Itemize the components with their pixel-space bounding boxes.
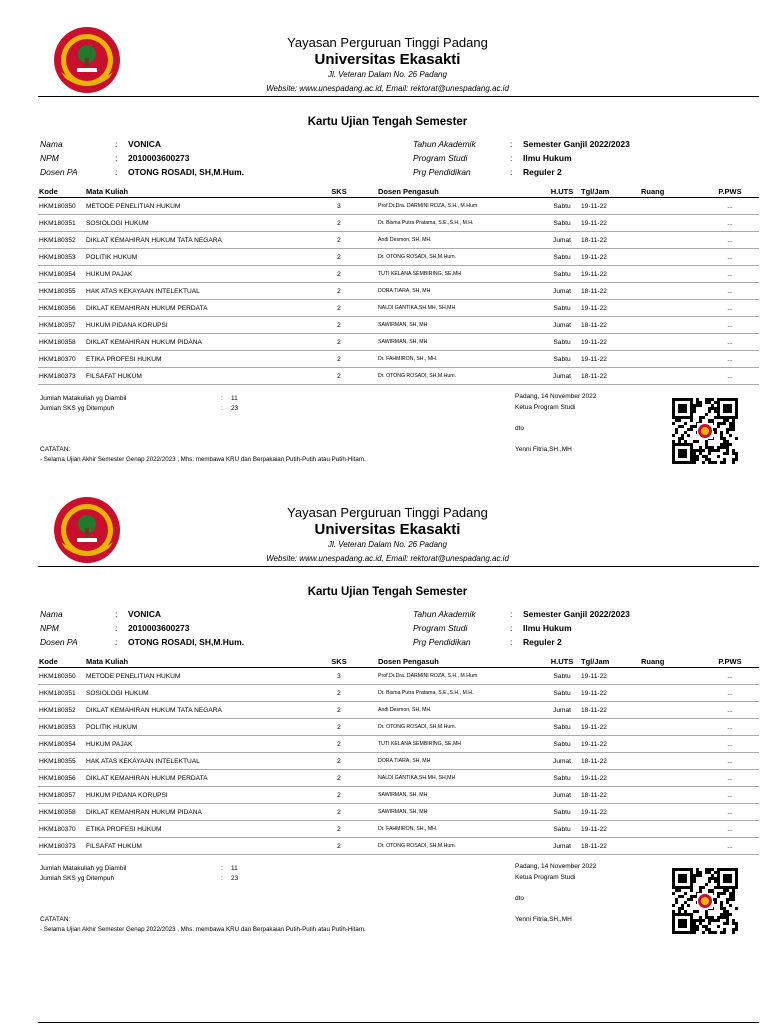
table-cell: ...	[700, 787, 759, 804]
total-courses-label: Jumlah Matakuliah yg Diambil	[40, 865, 127, 872]
nama-value: VONICA	[128, 139, 162, 149]
table-cell: HUKUM PIDANA KORUPSI	[85, 787, 300, 804]
total-sks-colon: :	[221, 875, 223, 882]
total-courses-label: Jumlah Matakuliah yg Diambil	[40, 395, 127, 402]
table-cell: Sabtu	[543, 334, 580, 351]
table-cell: ...	[700, 249, 759, 266]
table-cell: Jumat	[543, 283, 580, 300]
table-cell: HKM180352	[38, 232, 85, 249]
dosen-pa-label: Dosen PA	[40, 167, 78, 177]
table-row	[38, 300, 759, 317]
card-title: Kartu Ujian Tengah Semester	[307, 586, 468, 598]
table-cell: Prof.Dr.Dra. DARMINI ROZA, S.H., M.Hum	[377, 198, 543, 215]
table-cell: SOSIOLOGI HUKUM	[85, 685, 300, 702]
table-cell: HKM180350	[38, 198, 85, 215]
table-cell: Sabtu	[543, 719, 580, 736]
table-cell: 18-11-22	[580, 787, 640, 804]
signature-dto: dto	[515, 425, 525, 432]
table-row	[38, 198, 759, 215]
column-header: P.PWS	[700, 185, 759, 198]
table-cell: METODE PENELITIAN HUKUM	[85, 198, 300, 215]
table-cell: 18-11-22	[580, 232, 640, 249]
table-row	[38, 821, 759, 838]
table-cell: 2	[300, 300, 377, 317]
table-cell: 2	[300, 685, 377, 702]
table-cell	[640, 838, 700, 855]
signature-name: Yenni Fitria,SH.,MH	[515, 916, 572, 923]
table-row	[38, 787, 759, 804]
table-cell: 18-11-22	[580, 317, 640, 334]
table-cell: SAWIRMAN, SH, MH	[377, 787, 543, 804]
total-sks-value: 23	[231, 875, 239, 882]
table-cell	[640, 283, 700, 300]
table-row	[38, 334, 759, 351]
column-header: Mata Kuliah	[85, 655, 300, 668]
column-header: SKS	[300, 655, 377, 668]
signature-dto: dto	[515, 895, 525, 902]
table-cell: HKM180358	[38, 334, 85, 351]
table-cell	[640, 334, 700, 351]
table-cell: 2	[300, 232, 377, 249]
table-cell: HKM180351	[38, 685, 85, 702]
table-cell	[640, 317, 700, 334]
table-cell	[640, 719, 700, 736]
university-contact: Website: www.unespadang.ac.id, Email: rektorat@unespadang.ac.id	[266, 554, 509, 563]
table-cell: ...	[700, 821, 759, 838]
university-name: Universitas Ekasakti	[314, 521, 461, 538]
card-title: Kartu Ujian Tengah Semester	[307, 116, 468, 128]
table-cell: Jumat	[543, 317, 580, 334]
table-cell: ...	[700, 753, 759, 770]
table-cell: Dr. OTONG ROSADI, SH,M.Hum.	[377, 368, 543, 385]
table-cell: HKM180373	[38, 368, 85, 385]
table-cell: HKM180370	[38, 351, 85, 368]
table-cell: DIKLAT KEMAHIRAN HUKUM TATA NEGARA	[85, 702, 300, 719]
table-cell: ...	[700, 685, 759, 702]
table-cell	[640, 300, 700, 317]
table-cell: 19-11-22	[580, 668, 640, 685]
table-row	[38, 702, 759, 719]
table-cell: HAK ATAS KEKAYAAN INTELEKTUAL	[85, 283, 300, 300]
nama-label: Nama	[40, 609, 63, 619]
table-row	[38, 753, 759, 770]
dosen-pa-value: OTONG ROSADI, SH,M.Hum.	[128, 637, 245, 647]
dosen-pa-colon: :	[115, 637, 118, 647]
table-cell: 19-11-22	[580, 300, 640, 317]
table-row	[38, 368, 759, 385]
table-cell: HKM180354	[38, 736, 85, 753]
table-header-row	[38, 185, 759, 198]
table-row	[38, 685, 759, 702]
column-header: Tgl/Jam	[580, 185, 640, 198]
table-row	[38, 266, 759, 283]
table-cell: DIKLAT KEMAHIRAN HUKUM PIDANA	[85, 804, 300, 821]
table-cell: NALDI GANTIKA,SH.MH, SH,MH	[377, 770, 543, 787]
prg-value: Reguler 2	[523, 637, 562, 647]
prodi-colon: :	[510, 153, 513, 163]
table-cell: Sabtu	[543, 685, 580, 702]
table-cell: DIKLAT KEMAHIRAN HUKUM PERDATA	[85, 300, 300, 317]
table-cell: 2	[300, 283, 377, 300]
table-cell	[640, 685, 700, 702]
table-cell: Dr. OTONG ROSADI, SH,M.Hum.	[377, 719, 543, 736]
npm-label: NPM	[40, 623, 59, 633]
table-cell: 19-11-22	[580, 719, 640, 736]
table-cell: Sabtu	[543, 300, 580, 317]
table-cell: ...	[700, 300, 759, 317]
university-name: Universitas Ekasakti	[314, 51, 461, 68]
table-cell: ...	[700, 770, 759, 787]
column-header: Dosen Pengasuh	[377, 655, 543, 668]
table-cell: ...	[700, 736, 759, 753]
table-cell: TUTI KELANA SEMBIRING, SE,MH	[377, 736, 543, 753]
university-contact: Website: www.unespadang.ac.id, Email: rektorat@unespadang.ac.id	[266, 84, 509, 93]
table-cell: 18-11-22	[580, 753, 640, 770]
table-row	[38, 804, 759, 821]
prg-colon: :	[510, 637, 513, 647]
table-cell: ...	[700, 838, 759, 855]
table-row	[38, 283, 759, 300]
table-cell: Sabtu	[543, 351, 580, 368]
table-cell: 19-11-22	[580, 685, 640, 702]
dosen-pa-value: OTONG ROSADI, SH,M.Hum.	[128, 167, 245, 177]
total-courses-value: 11	[231, 395, 238, 402]
table-row	[38, 215, 759, 232]
tahun-value: Semester Ganjil 2022/2023	[523, 609, 630, 619]
column-header: Kode	[38, 185, 85, 198]
table-cell: DORA TIARA, SH, MH	[377, 283, 543, 300]
prodi-colon: :	[510, 623, 513, 633]
table-cell: HKM180373	[38, 838, 85, 855]
table-cell: HKM180354	[38, 266, 85, 283]
table-row	[38, 770, 759, 787]
npm-colon: :	[115, 623, 118, 633]
table-cell	[640, 821, 700, 838]
table-cell: 2	[300, 334, 377, 351]
table-cell	[640, 198, 700, 215]
table-cell: 2	[300, 736, 377, 753]
table-body	[38, 198, 759, 385]
table-cell: HKM180356	[38, 770, 85, 787]
course-table	[38, 655, 759, 855]
table-cell: 19-11-22	[580, 804, 640, 821]
table-cell: HKM180357	[38, 787, 85, 804]
table-cell: Dr. Bisma Putra Pratama, S.E.,S.H., M.H.	[377, 685, 543, 702]
table-cell: Dr. OTONG ROSADI, SH,M.Hum.	[377, 838, 543, 855]
dosen-pa-label: Dosen PA	[40, 637, 78, 647]
table-row	[38, 736, 759, 753]
table-body	[38, 668, 759, 855]
table-cell: HKM180356	[38, 300, 85, 317]
table-cell: ...	[700, 283, 759, 300]
table-cell: 19-11-22	[580, 821, 640, 838]
table-cell	[640, 351, 700, 368]
table-cell: Jumat	[543, 753, 580, 770]
nama-colon: :	[115, 609, 118, 619]
university-address: Jl. Veteran Dalam No. 26 Padang	[328, 70, 447, 79]
table-cell: HKM180353	[38, 719, 85, 736]
table-cell: ...	[700, 668, 759, 685]
table-cell: HKM180352	[38, 702, 85, 719]
table-row	[38, 317, 759, 334]
table-cell: Jumat	[543, 232, 580, 249]
table-cell: HUKUM PAJAK	[85, 266, 300, 283]
page-bottom-line	[38, 1022, 759, 1023]
table-cell: HKM180357	[38, 317, 85, 334]
table-cell: 19-11-22	[580, 198, 640, 215]
table-cell: SAWIRMAN, SH, MH	[377, 334, 543, 351]
table-cell: Dr. FAHMIRON, SH., MH.	[377, 351, 543, 368]
column-header: SKS	[300, 185, 377, 198]
total-sks-label: Jumlah SKS yg Ditempuh	[40, 405, 115, 412]
table-cell	[640, 249, 700, 266]
tahun-colon: :	[510, 139, 513, 149]
column-header: Ruang	[640, 655, 700, 668]
qr-code-icon	[672, 868, 738, 934]
column-header: Dosen Pengasuh	[377, 185, 543, 198]
signature-position: Ketua Program Studi	[515, 404, 576, 411]
table-cell: 2	[300, 215, 377, 232]
table-cell	[640, 266, 700, 283]
column-header: H.UTS	[543, 185, 580, 198]
table-cell: Dr. FAHMIRON, SH., MH.	[377, 821, 543, 838]
table-cell: Andi Desmon, SH, MH.	[377, 232, 543, 249]
prodi-label: Program Studi	[413, 623, 468, 633]
table-cell: 2	[300, 368, 377, 385]
table-cell: Sabtu	[543, 215, 580, 232]
table-cell: Jumat	[543, 838, 580, 855]
table-cell	[640, 736, 700, 753]
table-cell: 18-11-22	[580, 283, 640, 300]
table-cell: Sabtu	[543, 266, 580, 283]
table-cell	[640, 770, 700, 787]
npm-colon: :	[115, 153, 118, 163]
table-cell: TUTI KELANA SEMBIRING, SE,MH	[377, 266, 543, 283]
table-cell: 2	[300, 838, 377, 855]
table-cell: SAWIRMAN, SH, MH	[377, 317, 543, 334]
table-cell	[640, 804, 700, 821]
table-cell: 19-11-22	[580, 249, 640, 266]
total-sks-label: Jumlah SKS yg Ditempuh	[40, 875, 115, 882]
total-courses-colon: :	[221, 865, 223, 872]
table-cell: ...	[700, 804, 759, 821]
table-cell: HUKUM PIDANA KORUPSI	[85, 317, 300, 334]
table-cell: ...	[700, 719, 759, 736]
table-row	[38, 351, 759, 368]
nama-value: VONICA	[128, 609, 162, 619]
table-row	[38, 668, 759, 685]
table-cell: 19-11-22	[580, 770, 640, 787]
table-cell: HKM180355	[38, 283, 85, 300]
table-cell: SOSIOLOGI HUKUM	[85, 215, 300, 232]
column-header: Tgl/Jam	[580, 655, 640, 668]
table-cell: Dr. OTONG ROSADI, SH,M.Hum.	[377, 249, 543, 266]
table-cell: Sabtu	[543, 736, 580, 753]
table-cell: 2	[300, 821, 377, 838]
table-cell: 2	[300, 719, 377, 736]
table-cell: HUKUM PAJAK	[85, 736, 300, 753]
column-header: P.PWS	[700, 655, 759, 668]
notes-text: - Selama Ujian Akhir Semester Genap 2022/2023 , Mhs. membawa KRU dan Berpakaian Putih-Putih atau Putih-Hitam.	[40, 456, 366, 463]
table-cell	[640, 232, 700, 249]
exam-card	[0, 0, 768, 471]
column-header: Mata Kuliah	[85, 185, 300, 198]
table-cell: 18-11-22	[580, 702, 640, 719]
table-cell: Sabtu	[543, 821, 580, 838]
table-cell: HKM180353	[38, 249, 85, 266]
table-header-row	[38, 655, 759, 668]
table-cell: HAK ATAS KEKAYAAN INTELEKTUAL	[85, 753, 300, 770]
table-cell: 2	[300, 804, 377, 821]
table-cell: 19-11-22	[580, 266, 640, 283]
prg-value: Reguler 2	[523, 167, 562, 177]
table-cell: ...	[700, 368, 759, 385]
table-cell: ...	[700, 334, 759, 351]
column-header: H.UTS	[543, 655, 580, 668]
table-cell: ETIKA PROFESI HUKUM	[85, 351, 300, 368]
total-sks-colon: :	[221, 405, 223, 412]
table-cell: 18-11-22	[580, 368, 640, 385]
notes-text: - Selama Ujian Akhir Semester Genap 2022/2023 , Mhs. membawa KRU dan Berpakaian Putih-Putih atau Putih-Hitam.	[40, 926, 366, 933]
table-cell: ...	[700, 215, 759, 232]
exam-card	[0, 470, 768, 941]
notes-heading: CATATAN:	[40, 916, 71, 923]
table-row	[38, 249, 759, 266]
total-sks-value: 23	[231, 405, 239, 412]
table-cell: 19-11-22	[580, 736, 640, 753]
nama-colon: :	[115, 139, 118, 149]
table-cell: 18-11-22	[580, 838, 640, 855]
table-cell: 3	[300, 668, 377, 685]
table-cell: Jumat	[543, 368, 580, 385]
table-cell: 2	[300, 753, 377, 770]
table-cell: Jumat	[543, 787, 580, 804]
signature-place-date: Padang, 14 November 2022	[515, 393, 597, 400]
table-cell	[640, 753, 700, 770]
table-cell: Prof.Dr.Dra. DARMINI ROZA, S.H., M.Hum	[377, 668, 543, 685]
table-row	[38, 719, 759, 736]
column-header: Kode	[38, 655, 85, 668]
signature-place-date: Padang, 14 November 2022	[515, 863, 597, 870]
table-cell: ...	[700, 351, 759, 368]
table-cell: ...	[700, 266, 759, 283]
prodi-value: Ilmu Hukum	[523, 153, 572, 163]
table-cell: 3	[300, 198, 377, 215]
table-cell: ETIKA PROFESI HUKUM	[85, 821, 300, 838]
table-row	[38, 838, 759, 855]
table-cell: DIKLAT KEMAHIRAN HUKUM PERDATA	[85, 770, 300, 787]
nama-label: Nama	[40, 139, 63, 149]
table-cell: POLITIK HUKUM	[85, 249, 300, 266]
prodi-value: Ilmu Hukum	[523, 623, 572, 633]
university-address: Jl. Veteran Dalam No. 26 Padang	[328, 540, 447, 549]
table-cell: Sabtu	[543, 668, 580, 685]
notes-heading: CATATAN:	[40, 446, 71, 453]
prg-label: Prg Pendidikan	[413, 167, 471, 177]
table-cell: FILSAFAT HUKUM	[85, 838, 300, 855]
prodi-label: Program Studi	[413, 153, 468, 163]
table-cell: 2	[300, 702, 377, 719]
table-cell: ...	[700, 317, 759, 334]
university-logo-icon	[53, 26, 121, 94]
table-cell	[640, 787, 700, 804]
tahun-label: Tahun Akademik	[413, 139, 476, 149]
table-cell: HKM180370	[38, 821, 85, 838]
table-cell: Sabtu	[543, 770, 580, 787]
prg-label: Prg Pendidikan	[413, 637, 471, 647]
npm-value: 2010003600273	[128, 623, 190, 633]
table-cell	[640, 668, 700, 685]
tahun-colon: :	[510, 609, 513, 619]
course-table	[38, 185, 759, 385]
table-cell: Sabtu	[543, 249, 580, 266]
header-divider	[38, 566, 759, 567]
prg-colon: :	[510, 167, 513, 177]
tahun-value: Semester Ganjil 2022/2023	[523, 139, 630, 149]
table-cell: 2	[300, 787, 377, 804]
table-cell: ...	[700, 232, 759, 249]
table-cell: HKM180351	[38, 215, 85, 232]
table-cell: Sabtu	[543, 198, 580, 215]
table-cell: POLITIK HUKUM	[85, 719, 300, 736]
table-cell: ...	[700, 702, 759, 719]
table-cell: 2	[300, 249, 377, 266]
table-cell: 2	[300, 266, 377, 283]
total-courses-colon: :	[221, 395, 223, 402]
table-cell: 19-11-22	[580, 334, 640, 351]
table-cell: 19-11-22	[580, 351, 640, 368]
table-row	[38, 232, 759, 249]
table-cell: HKM180355	[38, 753, 85, 770]
table-cell: 19-11-22	[580, 215, 640, 232]
column-header: Ruang	[640, 185, 700, 198]
foundation-name: Yayasan Perguruan Tinggi Padang	[287, 505, 488, 520]
table-cell: Dr. Bisma Putra Pratama, S.E.,S.H., M.H.	[377, 215, 543, 232]
table-cell: Jumat	[543, 702, 580, 719]
table-cell: ...	[700, 198, 759, 215]
signature-position: Ketua Program Studi	[515, 874, 576, 881]
table-cell	[640, 215, 700, 232]
table-cell: Andi Desmon, SH, MH.	[377, 702, 543, 719]
npm-label: NPM	[40, 153, 59, 163]
table-cell: HKM180358	[38, 804, 85, 821]
table-cell	[640, 702, 700, 719]
table-cell: METODE PENELITIAN HUKUM	[85, 668, 300, 685]
table-cell: 2	[300, 351, 377, 368]
table-cell: HKM180350	[38, 668, 85, 685]
table-cell: NALDI GANTIKA,SH.MH, SH,MH	[377, 300, 543, 317]
foundation-name: Yayasan Perguruan Tinggi Padang	[287, 35, 488, 50]
table-cell: DIKLAT KEMAHIRAN HUKUM TATA NEGARA	[85, 232, 300, 249]
table-cell: DORA TIARA, SH, MH	[377, 753, 543, 770]
table-cell: SAWIRMAN, SH, MH	[377, 804, 543, 821]
table-cell: 2	[300, 770, 377, 787]
qr-code-icon	[672, 398, 738, 464]
table-cell: Sabtu	[543, 804, 580, 821]
table-cell: 2	[300, 317, 377, 334]
signature-name: Yenni Fitria,SH.,MH	[515, 446, 572, 453]
total-courses-value: 11	[231, 865, 238, 872]
npm-value: 2010003600273	[128, 153, 190, 163]
table-cell	[640, 368, 700, 385]
table-cell: FILSAFAT HUKUM	[85, 368, 300, 385]
header-divider	[38, 96, 759, 97]
dosen-pa-colon: :	[115, 167, 118, 177]
tahun-label: Tahun Akademik	[413, 609, 476, 619]
university-logo-icon	[53, 496, 121, 564]
table-cell: DIKLAT KEMAHIRAN HUKUM PIDANA	[85, 334, 300, 351]
